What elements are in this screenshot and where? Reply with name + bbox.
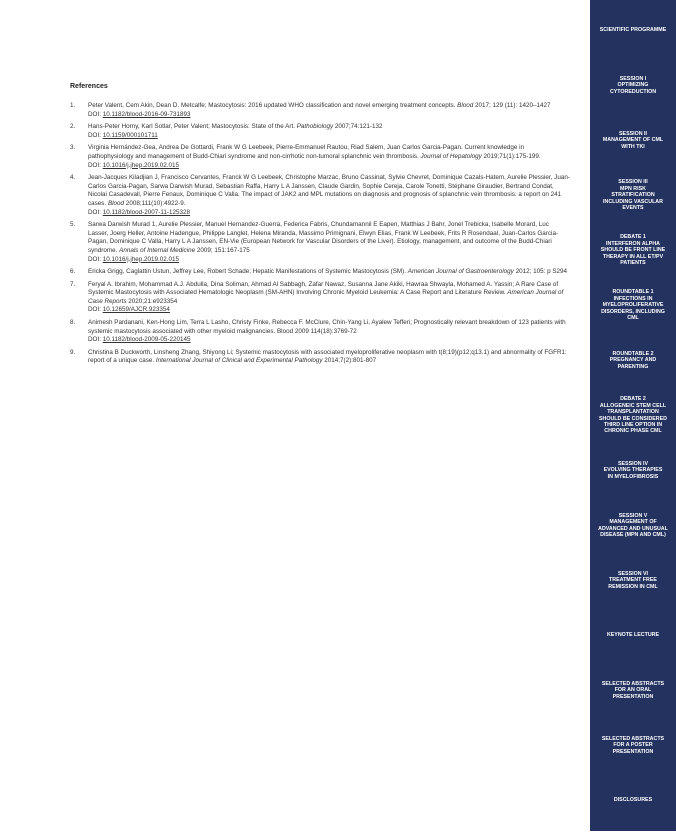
reference-item xyxy=(70,144,570,170)
reference-text xyxy=(88,349,570,366)
nav-poster-abstracts[interactable] xyxy=(590,715,676,776)
nav-session-3[interactable] xyxy=(590,165,676,226)
reference-item xyxy=(70,319,570,345)
reference-text xyxy=(88,123,570,132)
reference-citation: 2017; 129 (11): 1420–1427 xyxy=(473,102,551,109)
reference-item xyxy=(70,174,570,217)
reference-body: Ericka Grigg, Caglattin Ustun, Jeffrey Lee, Robert Schade; Hepatic Manifestations of Systemic Mastocytosis (SM). xyxy=(88,268,408,276)
nav-debate-2[interactable] xyxy=(590,385,676,446)
nav-roundtable-2[interactable] xyxy=(590,330,676,391)
doi-prefix: DOI: xyxy=(88,336,103,344)
nav-label: ROUNDTABLE 1 INFECTIONS IN MYELOPROLIFERATIVE DISORDERS, INCLUDING CML xyxy=(601,289,665,322)
reference-body: Feryal A. Ibrahim, Mohammad A.J. Abdulla, Dina Soliman, Ahmad Al Sabbagh, Zafar Nawaz, Susanna Jane Akiki, Hawraa Shwayla, Mohamed A. Yassin; A Rare Case of Systemic Mastocytosis with Associated Hematologic Neoplasm (SM-AHN) Involving Chronic Myeloid Leukemia: A Case Report and Literature Review. xyxy=(88,280,559,297)
nav-label: SESSION III MPN RISK STRATIFICATION INCLUDING VASCULAR EVENTS xyxy=(603,179,663,212)
reference-number: 8. xyxy=(70,319,76,327)
reference-text xyxy=(88,102,570,111)
doi-prefix: DOI: xyxy=(88,161,103,169)
reference-doi xyxy=(88,162,570,171)
reference-journal: International Journal of Clinical and Experimental Pathology xyxy=(155,357,323,365)
reference-doi xyxy=(88,111,570,120)
reference-journal: American Journal of Gastroenterology xyxy=(407,268,514,276)
nav-label: SESSION II MANAGEMENT OF CML WITH TKI xyxy=(602,130,664,150)
reference-item xyxy=(70,102,570,119)
reference-number: 5. xyxy=(70,221,76,229)
nav-scientific-programme[interactable] xyxy=(590,0,676,61)
nav-label: SESSION IV EVOLVING THERAPIES IN MYELOFIBROSIS xyxy=(603,460,663,480)
nav-session-2[interactable] xyxy=(590,110,676,171)
section-navigation-sidebar xyxy=(590,0,676,836)
doi-link[interactable]: 10.1182/blood-2009-05-220145 xyxy=(102,336,191,344)
nav-label: KEYNOTE LECTURE xyxy=(606,632,660,639)
reference-citation: 2012; 105: p S294 xyxy=(513,268,568,276)
reference-journal: Journal of Hepatology xyxy=(420,152,482,160)
reference-doi xyxy=(88,336,570,345)
reference-text xyxy=(88,174,570,208)
nav-session-1[interactable] xyxy=(590,55,676,116)
nav-label: SESSION VI TREATMENT FREE REMISSION IN CML xyxy=(608,570,658,590)
doi-prefix: DOI: xyxy=(88,255,103,263)
reference-citation: Blood 2009 114(18):3769-72 xyxy=(276,327,357,335)
nav-label: DISCLOSURES xyxy=(613,797,653,804)
nav-label: SELECTED ABSTRACTS FOR A POSTER PRESENTATION xyxy=(601,735,665,755)
reference-doi xyxy=(88,132,570,141)
reference-journal: Blood xyxy=(457,102,474,109)
reference-item xyxy=(70,268,570,277)
reference-body: Jean-Jacques Kiladjian J, Francisco Cervantes, Franck W G Leebeek, Christophe Marzac, Bruno Cassinat, Sylvie Chevret, Dominique Cazals-Hatem, Aurelie Plessier, Juan-Carlos Garcia-Pagan, Sarwa Darwish Murad, Sebastian Raffa, Harry L A Janssen, Claude Gardin, Sophie Cereja, Carole Tonetti, Stéphane Giraudier, Bertrand Condat, Nicolai Casadevall, Pierre Fenaux, Dominique C Valla. The impact of JAK2 and MPL mutations on diagnosis and prognosis of splanchnic vein thrombosis: a report on 241 cases. xyxy=(88,174,570,207)
doi-prefix: DOI: xyxy=(88,110,103,118)
reference-doi xyxy=(88,209,570,218)
reference-item xyxy=(70,281,570,315)
reference-body: Virginia Hernández-Gea, Andrea De Gottardi, Frank W G Leebeek, Pierre-Emmanuel Rautou, Riad Salem, Juan Carlos Garcia-Pagan. Current knowledge in pathophysiology and management of Budd-Chiari syndrome and non-cirrhotic non-tumoral splanchnic vein thrombosis. xyxy=(88,144,524,160)
nav-keynote-lecture[interactable] xyxy=(590,605,676,666)
reference-text xyxy=(88,319,570,336)
doi-link[interactable]: 10.1182/blood-2007-11-125328 xyxy=(102,208,191,216)
nav-session-6[interactable] xyxy=(590,550,676,611)
reference-citation: 2008;111(10):4922-9. xyxy=(124,199,186,207)
reference-text xyxy=(88,144,570,161)
doi-link[interactable]: 10.1159/000101711 xyxy=(102,131,158,139)
nav-label: SESSION V MANAGEMENT OF ADVANCED AND UNUSUAL DISEASE (MPN AND CML) xyxy=(598,512,668,538)
reference-item xyxy=(70,221,570,264)
reference-doi xyxy=(88,306,570,315)
reference-body: Christina B Duckworth, Linsheng Zhang, Shiyong Li; Systemic mastocytosis with associated myeloproliferative neoplasm with t(8;19)(p12;q13.1) and abnormality of FGFR1: report of a unique case. xyxy=(88,348,567,365)
reference-number: 4. xyxy=(70,174,76,182)
reference-body: Sarwa Darwish Murad 1, Aurelie Plessier, Manuel Hernandez-Guerra, Federica Fabris, Chundamannil E Eapen, Matthias J Bahr, Jonel Trebicka, Isabelle Morard, Luc Lasser, Joerg Heller, Antoine Hadengue, Philippe Langlet, Helena Miranda, Massimo Primignani, Elwyn Elias, Frank W Leebeek, Frits R Rosendaal, Juan-Carlos Garcia-Pagan, Dominique C Valla, Harry L A Janssen, EN-Vie (European Network for Vascular Disorders of the Liver). Etiology, management, and outcome of the Budd-Chiari syndrome. xyxy=(88,221,559,254)
nav-session-4[interactable] xyxy=(590,440,676,501)
reference-citation: 2007;74:121-132 xyxy=(333,123,383,131)
reference-number: 7. xyxy=(70,280,76,288)
reference-number: 9. xyxy=(70,348,76,356)
doi-link[interactable]: 10.12659/AJCR.923354 xyxy=(102,306,170,314)
nav-roundtable-1[interactable] xyxy=(590,275,676,336)
reference-journal: Annals of Internal Medicine xyxy=(119,246,196,254)
reference-text xyxy=(88,281,570,307)
reference-number: 2. xyxy=(70,123,76,131)
references-list xyxy=(70,102,570,370)
doi-link[interactable]: 10.1016/j.jhep.2019.02.015 xyxy=(102,161,180,169)
nav-debate-1[interactable] xyxy=(590,220,676,281)
reference-citation: 2014;7(2):801-807 xyxy=(322,357,377,365)
reference-citation: 2020;21:e923354 xyxy=(126,297,178,305)
nav-label: SCIENTIFIC PROGRAMME xyxy=(599,27,667,34)
reference-text xyxy=(88,268,570,277)
reference-number: 1. xyxy=(70,102,76,109)
reference-body: Peter Valent, Cem Akin, Dean D. Metcalfe; Mastocytosis: 2016 updated WHO classification and novel emerging treatment concepts. xyxy=(88,102,458,109)
reference-number: 6. xyxy=(70,268,76,276)
reference-item xyxy=(70,349,570,366)
reference-text xyxy=(88,221,570,255)
references-heading: References xyxy=(70,83,108,90)
doi-prefix: DOI: xyxy=(88,131,103,139)
nav-disclosures[interactable] xyxy=(590,770,676,831)
nav-label: DEBATE 1 INTERFERON ALPHA SHOULD BE FRONT LINE THERAPY IN ALL ET/PV PATIENTS xyxy=(600,234,666,267)
reference-journal: Pathobiology xyxy=(296,123,334,131)
doi-link[interactable]: 10.1016/j.jhep.2019.02.015 xyxy=(102,255,180,263)
reference-doi xyxy=(88,256,570,265)
nav-label: SESSION I OPTIMIZING CYTOREDUCTION xyxy=(609,75,657,95)
reference-item xyxy=(70,123,570,140)
nav-label: DEBATE 2 ALLOGENEIC STEM CELL TRANSPLANTATION SHOULD BE CONSIDERED THIRD LINE OPTION IN CHRONIC PHASE CML xyxy=(599,396,667,435)
reference-citation: 2019;71(1):175-199. xyxy=(481,152,541,160)
nav-label: SELECTED ABSTRACTS FOR AN ORAL PRESENTATION xyxy=(601,680,665,700)
nav-oral-abstracts[interactable] xyxy=(590,660,676,721)
reference-citation: 2009; 151:167-175 xyxy=(195,246,250,254)
nav-session-5[interactable] xyxy=(590,495,676,556)
reference-body: Animesh Pardanani, Ken-Hong Lim, Terra L Lasho, Christy Finke, Rebecca F. McClure, Chin-Yang Li, Ayalew Tefferi; Prognostically relevant breakdown of 123 patients with systemic mastocytosis associated with other myeloid malignancies. xyxy=(88,319,566,335)
doi-prefix: DOI: xyxy=(88,208,103,216)
nav-label: ROUNDTABLE 2 PREGNANCY AND PARENTING xyxy=(609,350,657,370)
reference-body: Hans-Peter Horny, Karl Sotlar, Peter Valent; Mastocytosis: State of the Art. xyxy=(88,123,297,131)
reference-number: 3. xyxy=(70,144,76,152)
reference-journal: American Journal of Case Reports xyxy=(88,289,564,305)
reference-journal: Blood xyxy=(107,199,125,207)
doi-link[interactable]: 10.1182/blood-2016-09-731893 xyxy=(102,110,191,118)
doi-prefix: DOI: xyxy=(88,306,103,314)
